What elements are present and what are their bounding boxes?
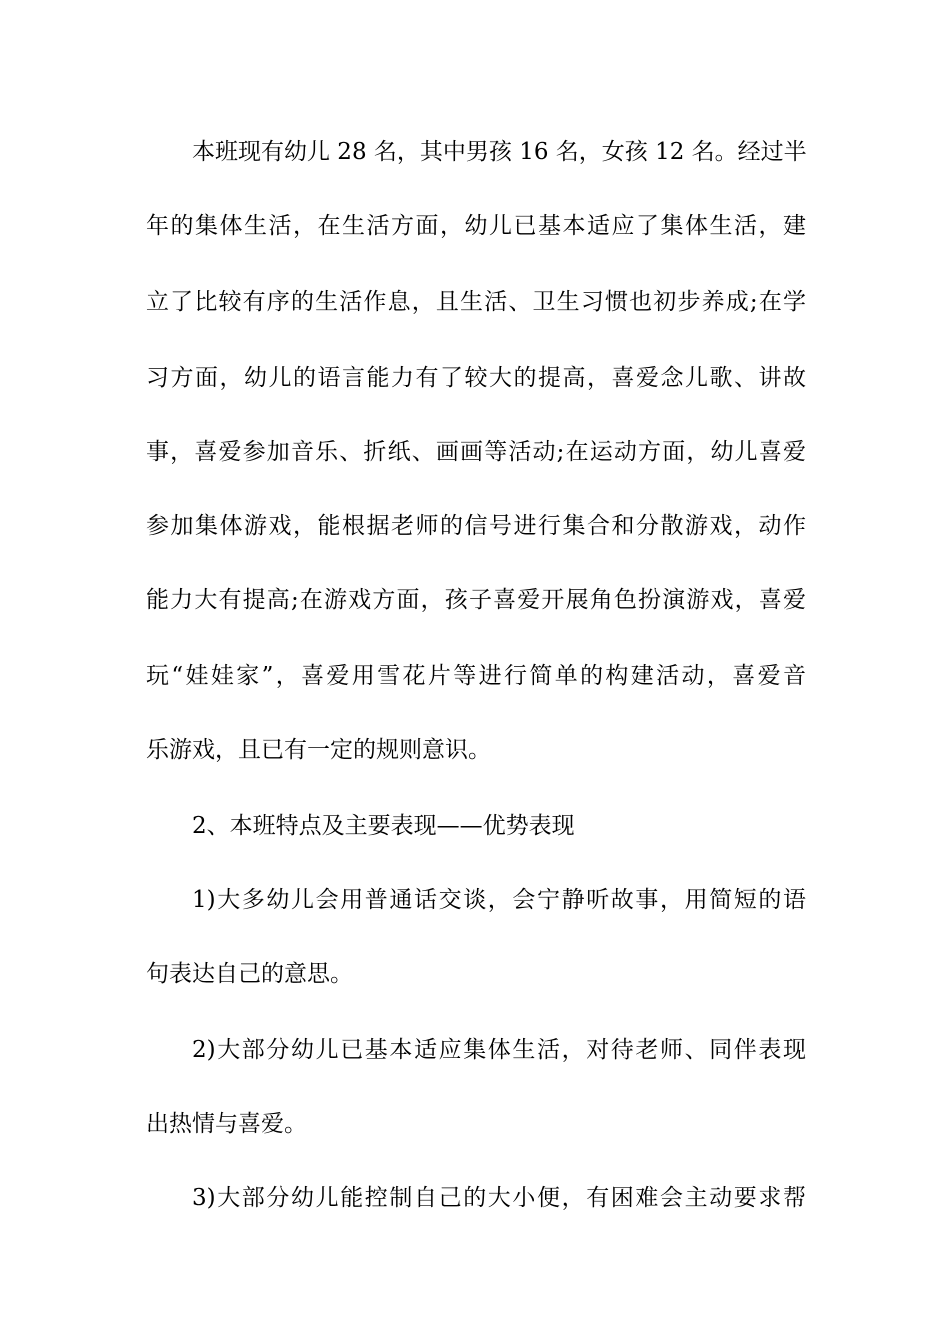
paragraph-line: 乐游戏，且已有一定的规则意识。 (146, 737, 491, 763)
paragraph-line: 习方面，幼儿的语言能力有了较大的提高，喜爱念儿歌、讲故 (146, 365, 806, 391)
list-item-line: 出热情与喜爱。 (146, 1111, 307, 1137)
paragraph-line: 参加集体游戏，能根据老师的信号进行集合和分散游戏，动作 (146, 513, 806, 539)
paragraph-line: 玩“娃娃家”，喜爱用雪花片等进行简单的构建活动，喜爱音 (146, 663, 806, 689)
list-item-line: 3)大部分幼儿能控制自己的大小便，有困难会主动要求帮 (192, 1185, 806, 1211)
section-heading: 2、本班特点及主要表现——优势表现 (192, 813, 575, 839)
paragraph-line: 事，喜爱参加音乐、折纸、画画等活动;在运动方面，幼儿喜爱 (146, 439, 806, 465)
paragraph-line: 本班现有幼儿 28 名，其中男孩 16 名，女孩 12 名。经过半 (192, 139, 807, 165)
list-item-line: 句表达自己的意思。 (146, 961, 353, 987)
list-item-line: 2)大部分幼儿已基本适应集体生活，对待老师、同伴表现 (192, 1037, 806, 1063)
paragraph-line: 能力大有提高;在游戏方面，孩子喜爱开展角色扮演游戏，喜爱 (146, 587, 806, 613)
paragraph-line: 年的集体生活，在生活方面，幼儿已基本适应了集体生活，建 (146, 213, 806, 239)
paragraph-line: 立了比较有序的生活作息，且生活、卫生习惯也初步养成;在学 (146, 289, 806, 315)
list-item-line: 1)大多幼儿会用普通话交谈，会宁静听故事，用简短的语 (192, 887, 806, 913)
